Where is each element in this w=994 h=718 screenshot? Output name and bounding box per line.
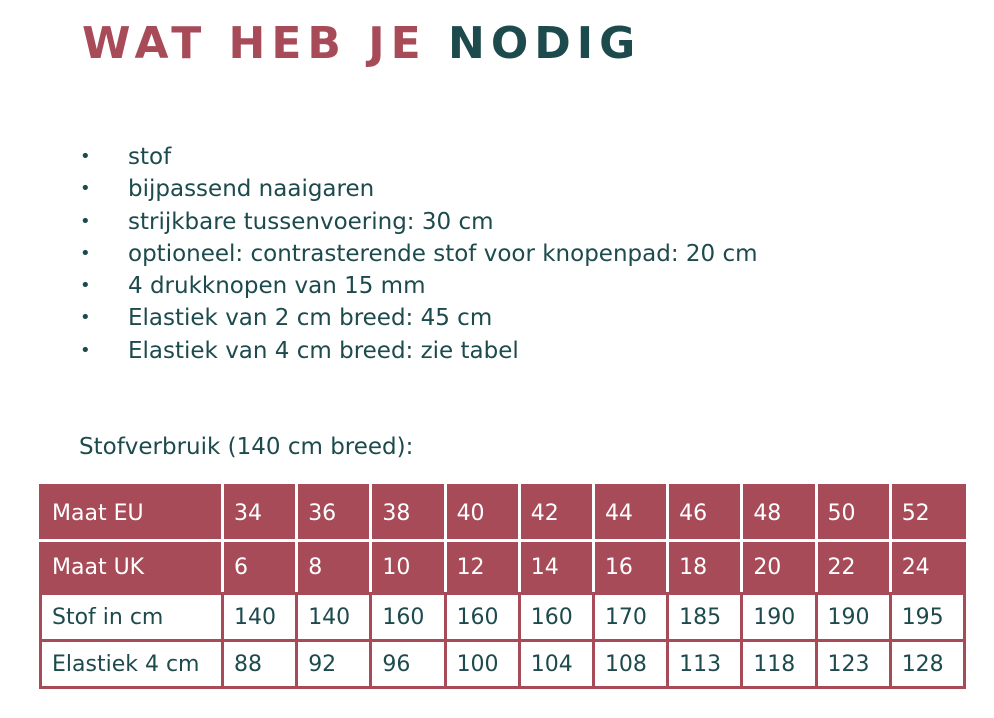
list-item (78, 173, 758, 205)
table-cell: 34 (223, 486, 297, 541)
list-item-text: strijkbare tussenvoering: 30 cm (128, 208, 494, 235)
table-cell: 185 (668, 594, 742, 641)
table-cell: 96 (371, 641, 445, 688)
table-cell: 46 (668, 486, 742, 541)
table-cell: 170 (593, 594, 667, 641)
table-cell: 10 (371, 541, 445, 594)
table-cell: 42 (519, 486, 593, 541)
table-cell: 36 (297, 486, 371, 541)
row-label: Maat UK (41, 541, 223, 594)
table-cell: 140 (297, 594, 371, 641)
page-title-part-a: WAT HEB JE (82, 18, 427, 69)
list-item-text: 4 drukknopen van 15 mm (128, 273, 426, 300)
table-cell: 38 (371, 486, 445, 541)
page-title (82, 16, 641, 72)
list-item-text: Elastiek van 4 cm breed: zie tabel (128, 337, 519, 364)
list-item (78, 302, 758, 334)
page-title-part-b: NODIG (448, 18, 642, 69)
table-cell: 128 (890, 641, 964, 688)
bullet-icon: • (80, 178, 91, 200)
list-item (78, 238, 758, 270)
table-cell: 190 (816, 594, 890, 641)
table-cell: 14 (519, 541, 593, 594)
table-row (41, 541, 965, 594)
list-item (78, 335, 758, 367)
list-item (78, 141, 758, 173)
table-cell: 190 (742, 594, 816, 641)
table-cell: 88 (223, 641, 297, 688)
bullet-icon: • (80, 339, 91, 361)
table-cell: 40 (445, 486, 519, 541)
table-cell: 16 (593, 541, 667, 594)
table-cell: 12 (445, 541, 519, 594)
table-cell: 195 (890, 594, 964, 641)
bullet-icon: • (80, 242, 91, 264)
fabric-usage-title: Stofverbruik (140 cm breed): (79, 434, 414, 460)
table-row (41, 594, 965, 641)
table-row (41, 486, 965, 541)
row-label: Stof in cm (41, 594, 223, 641)
row-label: Elastiek 4 cm (41, 641, 223, 688)
list-item-text: bijpassend naaigaren (128, 176, 375, 203)
row-label: Maat EU (41, 486, 223, 541)
bullet-icon: • (80, 275, 91, 297)
table-cell: 20 (742, 541, 816, 594)
table-cell: 160 (445, 594, 519, 641)
table-cell: 160 (371, 594, 445, 641)
bullet-icon: • (80, 210, 91, 232)
table-cell: 92 (297, 641, 371, 688)
table-cell: 22 (816, 541, 890, 594)
table-cell: 48 (742, 486, 816, 541)
table-cell: 160 (519, 594, 593, 641)
table-cell: 118 (742, 641, 816, 688)
table-cell: 18 (668, 541, 742, 594)
list-item-text: stof (128, 144, 172, 170)
size-table (39, 484, 966, 689)
table-cell: 100 (445, 641, 519, 688)
list-item-text: optioneel: contrasterende stof voor knopenpad: 20 cm (128, 240, 758, 267)
table-cell: 50 (816, 486, 890, 541)
table-cell: 140 (223, 594, 297, 641)
table-cell: 24 (890, 541, 964, 594)
table-cell: 104 (519, 641, 593, 688)
table-cell: 6 (223, 541, 297, 594)
list-item (78, 206, 758, 238)
table-cell: 52 (890, 486, 964, 541)
table-row (41, 641, 965, 688)
table-cell: 123 (816, 641, 890, 688)
bullet-icon: • (80, 146, 91, 167)
list-item-text: Elastiek van 2 cm breed: 45 cm (128, 305, 493, 332)
bullet-icon: • (80, 307, 91, 329)
table-cell: 8 (297, 541, 371, 594)
materials-list (78, 141, 758, 367)
list-item (78, 270, 758, 302)
table-cell: 113 (668, 641, 742, 688)
table-cell: 108 (593, 641, 667, 688)
table-cell: 44 (593, 486, 667, 541)
